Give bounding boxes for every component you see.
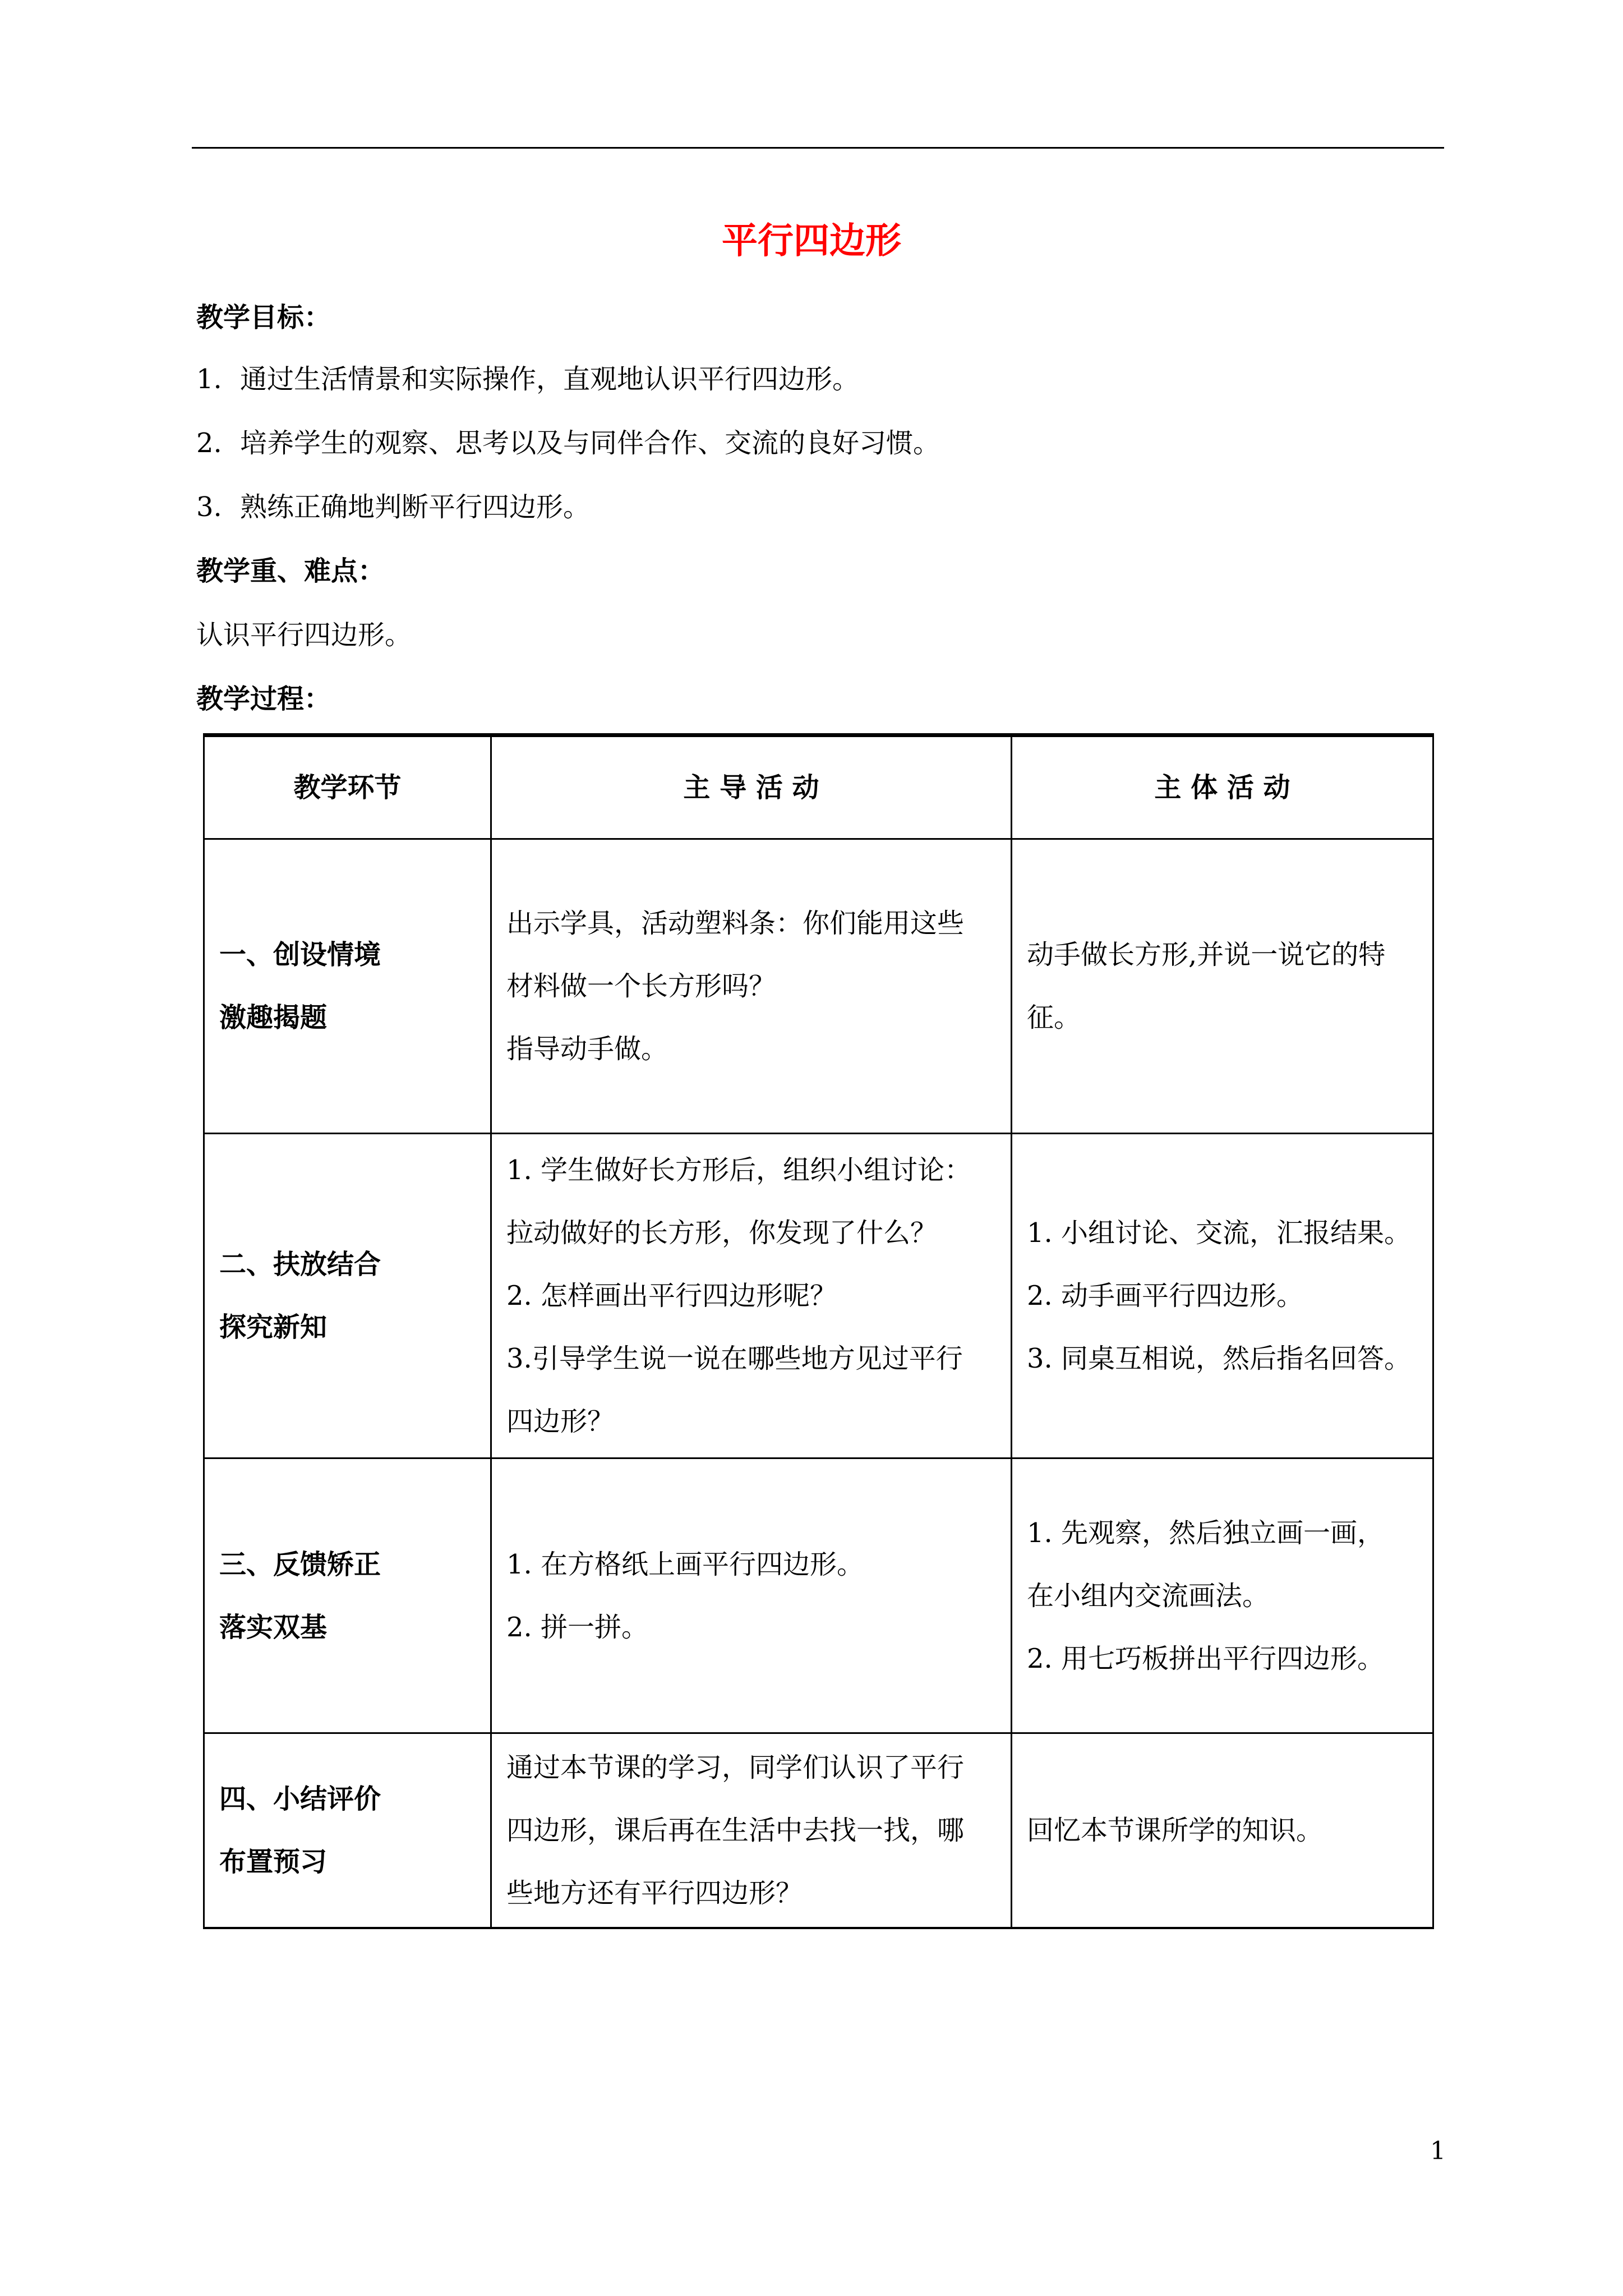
- stage-line: 激趣揭题: [219, 1002, 328, 1033]
- stage-line: 二、扶放结合: [219, 1249, 381, 1280]
- main-line: 在小组内交流画法。: [1027, 1580, 1270, 1612]
- lead-line: 四边形，课后再在生活中去找一找，哪: [506, 1814, 965, 1846]
- main-line: 2. 动手画平行四边形。: [1027, 1280, 1304, 1312]
- table-row: [204, 839, 1433, 1134]
- lead-line: 指导动手做。: [506, 1033, 668, 1065]
- objective-text: 熟练正确地判断平行四边形。: [240, 491, 591, 523]
- stage-line: 落实双基: [219, 1611, 328, 1643]
- table-row: [204, 1134, 1433, 1458]
- main-activity-cell: [1012, 1134, 1433, 1458]
- table-row: [204, 1458, 1433, 1733]
- main-line: 2. 用七巧板拼出平行四边形。: [1027, 1642, 1385, 1674]
- lead-activity-cell: [491, 1134, 1012, 1458]
- process-heading: 教学过程：: [196, 683, 331, 715]
- lead-line: 1. 学生做好长方形后，组织小组讨论：: [506, 1154, 972, 1186]
- lead-line: 通过本节课的学习，同学们认识了平行: [506, 1751, 965, 1783]
- stage-cell: [204, 839, 491, 1134]
- stage-cell: [204, 1733, 491, 1928]
- lead-line: 四边形？: [506, 1406, 615, 1437]
- document-title: 平行四边形: [722, 220, 901, 262]
- page-number: 1: [1430, 2137, 1446, 2165]
- main-activity-cell: [1012, 839, 1433, 1134]
- lead-line: 3.引导学生说一说在哪些地方见过平行: [506, 1343, 963, 1374]
- main-line: 1. 小组讨论、交流，汇报结果。: [1027, 1217, 1412, 1249]
- column-header-lead-activity: 主 导 活 动: [491, 735, 1012, 839]
- header-rule: [192, 147, 1444, 149]
- column-header-stage: 教学环节: [204, 735, 491, 839]
- stage-cell: [204, 1458, 491, 1733]
- lead-line: 拉动做好的长方形，你发现了什么？: [506, 1217, 938, 1249]
- lead-activity-cell: [491, 1733, 1012, 1928]
- lead-activity-cell: [491, 839, 1012, 1134]
- objective-number: 2.: [196, 427, 222, 459]
- main-line: 3. 同桌互相说，然后指名回答。: [1027, 1343, 1412, 1374]
- key-points-heading: 教学重、难点：: [196, 555, 385, 587]
- column-header-main-activity: 主 体 活 动: [1012, 735, 1433, 839]
- lead-line: 材料做一个长方形吗？: [506, 970, 776, 1002]
- lead-line: 些地方还有平行四边形？: [506, 1877, 803, 1909]
- main-line: 1. 先观察，然后独立画一画，: [1027, 1517, 1385, 1549]
- stage-cell: [204, 1134, 491, 1458]
- lead-line: 1. 在方格纸上画平行四边形。: [506, 1548, 864, 1580]
- stage-line: 一、创设情境: [219, 939, 381, 970]
- objective-number: 1.: [196, 364, 222, 395]
- objective-text: 通过生活情景和实际操作，直观地认识平行四边形。: [240, 364, 860, 395]
- objective-number: 3.: [196, 491, 222, 523]
- objectives-heading: 教学目标：: [196, 302, 331, 333]
- stage-line: 三、反馈矫正: [219, 1548, 381, 1580]
- main-line: 动手做长方形,并说一说它的特: [1027, 939, 1386, 970]
- stage-line: 四、小结评价: [219, 1783, 381, 1815]
- objective-item: [196, 487, 590, 527]
- lead-line: 2. 怎样画出平行四边形呢？: [506, 1280, 837, 1312]
- key-points-text: 认识平行四边形。: [196, 619, 412, 651]
- lead-activity-cell: [491, 1458, 1012, 1733]
- main-activity-cell: [1012, 1458, 1433, 1733]
- main-line: 回忆本节课所学的知识。: [1027, 1814, 1324, 1846]
- table-header-row: [204, 735, 1433, 839]
- main-activity-cell: [1012, 1733, 1433, 1928]
- objective-item: [196, 423, 940, 463]
- objective-text: 培养学生的观察、思考以及与同伴合作、交流的良好习惯。: [240, 427, 940, 459]
- stage-line: 布置预习: [219, 1846, 328, 1878]
- stage-line: 探究新知: [219, 1312, 328, 1343]
- table-row: [204, 1733, 1433, 1928]
- main-line: 征。: [1027, 1002, 1081, 1033]
- lead-line: 出示学具，活动塑料条：你们能用这些: [506, 908, 965, 939]
- lead-line: 2. 拼一拼。: [506, 1611, 649, 1643]
- teaching-process-table: [203, 733, 1434, 1929]
- objective-item: [196, 359, 859, 399]
